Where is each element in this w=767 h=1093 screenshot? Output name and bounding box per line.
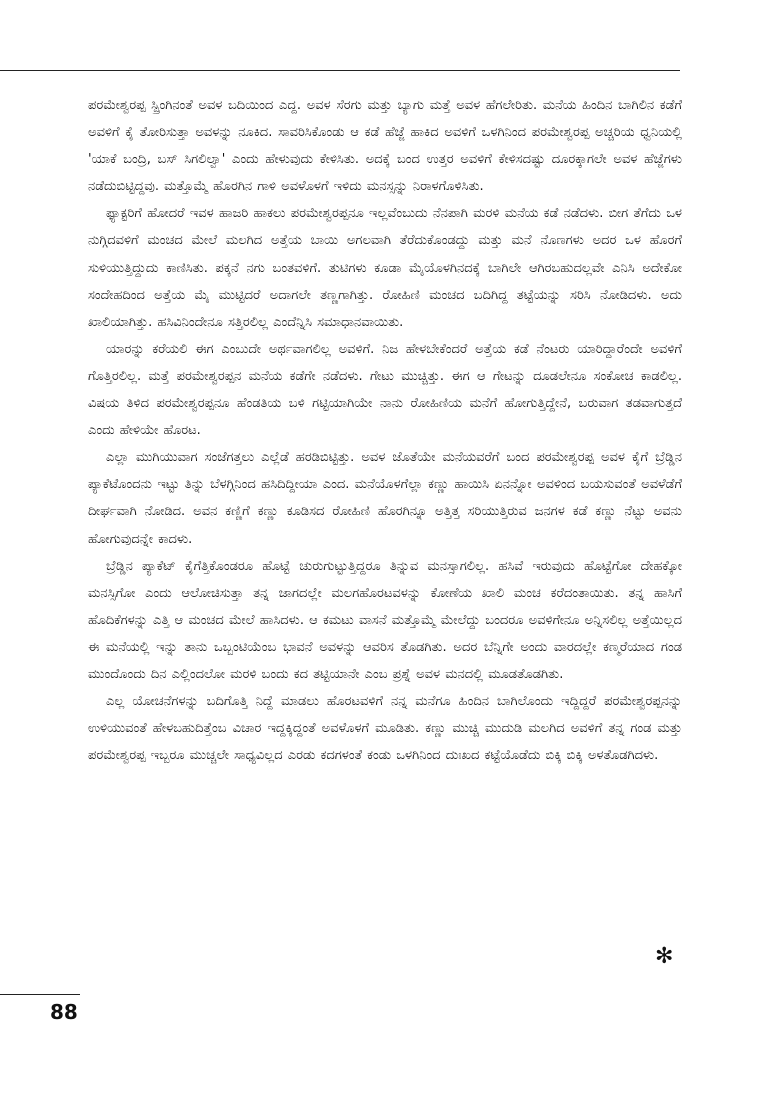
top-rule	[0, 70, 680, 71]
paragraph-1: ಪರಮೇಶ್ವರಪ್ಪ ಸ್ಪ್ರಿಂಗಿನಂತೆ ಅವಳ ಬದಿಯಿಂದ ಎದ್ದ. ಅವಳ ಸೆರಗು ಮತ್ತು ಬ್ಯಾಗು ಮತ್ತೆ ಅವಳ ಹೆಗಲೇರಿತು. ಮನೆಯ ಹಿಂದಿನ ಬಾಗಿಲಿನ ಕಡೆಗೆ ಅವಳಿಗೆ ಕೈ ತೋರಿಸುತ್ತಾ ಅವಳನ್ನು ನೂಕಿದ. ಸಾವರಿಸಿಕೊಂಡು ಆ ಕಡೆ ಹೆಜ್ಜೆ ಹಾಕಿದ ಅವಳಿಗೆ ಒಳಗಿನಿಂದ ಪರಮೇಶ್ವರಪ್ಪ ಅಚ್ಚರಿಯ ಧ್ವನಿಯಲ್ಲಿ 'ಯಾಕೆ ಬಂದ್ರಿ, ಬಸ್ ಸಿಗಲಿಲ್ವಾ' ಎಂದು ಹೇಳುವುದು ಕೇಳಿಸಿತು. ಅದಕ್ಕೆ ಬಂದ ಉತ್ತರ ಅವಳಿಗೆ ಕೇಳಿಸದಷ್ಟು ದೂರಕ್ಕಾಗಲೇ ಅವಳ ಹೆಜ್ಜೆಗಳು ನಡೆದುಬಿಟ್ಟಿದ್ದವು. ಮತ್ತೊಮ್ಮೆ ಹೊರಗಿನ ಗಾಳಿ ಅವಳೊಳಗೆ ಇಳಿದು ಮನಸ್ಸನ್ನು ನಿರಾಳಗೊಳಿಸಿತು.	[88, 98, 682, 195]
paragraph-5: ಬ್ರೆಡ್ಡಿನ ಪ್ಯಾಕೆಟ್ ಕೈಗೆತ್ತಿಕೊಂಡರೂ ಹೊಟ್ಟೆ ಚುರುಗುಟ್ಟುತ್ತಿದ್ದರೂ ತಿನ್ನುವ ಮನಸ್ಸಾಗಲಿಲ್ಲ. ಹಸಿವೆ ಇರುವುದು ಹೊಟ್ಟೆಗೋ ದೇಹಕ್ಕೋ ಮನಸ್ಸಿಗೋ ಎಂದು ಆಲೋಚಿಸುತ್ತಾ ತನ್ನ ಜಾಗದಲ್ಲೇ ಮಲಗಹೊರಟವಳನ್ನು ಕೋಣೆಯ ಖಾಲಿ ಮಂಚ ಕರೆದಂತಾಯಿತು. ತನ್ನ ಹಾಸಿಗೆ ಹೊದಿಕೆಗಳನ್ನು ಎತ್ತಿ ಆ ಮಂಚದ ಮೇಲೆ ಹಾಸಿದಳು. ಆ ಕಮಟು ವಾಸನೆ ಮತ್ತೊಮ್ಮೆ ಮೇಲೆದ್ದು ಬಂದರೂ ಅವಳಿಗೇನೂ ಅನ್ನಿಸಲಿಲ್ಲ ಅತ್ತೆಯಿಲ್ಲದ ಈ ಮನೆಯಲ್ಲಿ ಇನ್ನು ತಾನು ಒಬ್ಬಂಟಿಯೆಂಬ ಭಾವನೆ ಅವಳನ್ನು ಆವರಿಸ ತೊಡಗಿತು. ಅದರ ಬೆನ್ನಿಗೇ ಅಂದು ವಾರದಲ್ಲೇ ಕಣ್ಮರೆಯಾದ ಗಂಡ ಮುಂದೊಂದು ದಿನ ಎಲ್ಲಿಂದಲೋ ಮರಳಿ ಬಂದು ಕದ ತಟ್ಟಿಯಾನೇ ಎಂಬ ಪ್ರಶ್ನೆ ಅವಳ ಮನದಲ್ಲಿ ಮೂಡತೊಡಗಿತು.	[88, 558, 682, 682]
page-number: 88	[50, 1000, 78, 1024]
paragraph-4: ಎಲ್ಲಾ ಮುಗಿಯುವಾಗ ಸಂಜೆಗತ್ತಲು ಎಲ್ಲೆಡೆ ಹರಡಿಬಿಟ್ಟಿತ್ತು. ಅವಳ ಜೊತೆಯೇ ಮನೆಯವರೆಗೆ ಬಂದ ಪರಮೇಶ್ವರಪ್ಪ ಅವಳ ಕೈಗೆ ಬ್ರೆಡ್ಡಿನ ಪ್ಯಾಕೆಟೊಂದನು ಇಟ್ಟು ತಿನ್ನು ಬೆಳಗ್ಗಿನಿಂದ ಹಸಿದಿದ್ದೀಯಾ ಎಂದ. ಮನೆಯೊಳಗೆಲ್ಲಾ ಕಣ್ಣು ಹಾಯಿಸಿ ಏನನ್ನೋ ಅವಳಿಂದ ಬಯಸುವಂತೆ ಅವಳೆಡೆಗೆ ದೀರ್ಘವಾಗಿ ನೋಡಿದ. ಅವನ ಕಣ್ಣಿಗೆ ಕಣ್ಣು ಕೂಡಿಸದ ರೋಹಿಣಿ ಹೊರಗಿನ್ನೂ ಅತ್ತಿತ್ತ ಸರಿಯುತ್ತಿರುವ ಜನಗಳ ಕಡೆ ಕಣ್ಣು ನೆಟ್ಟು ಅವನು ಹೋಗುವುದನ್ನೇ ಕಾದಳು.	[88, 450, 682, 547]
paragraph-3: ಯಾರನ್ನು ಕರೆಯಲಿ ಈಗ ಎಂಬುದೇ ಅರ್ಥವಾಗಲಿಲ್ಲ ಅವಳಿಗೆ. ನಿಜ ಹೇಳಬೇಕೆಂದರೆ ಅತ್ತೆಯ ಕಡೆ ನೆಂಟರು ಯಾರಿದ್ದಾರೆಂದೇ ಅವಳಿಗೆ ಗೊತ್ತಿರಲಿಲ್ಲ. ಮತ್ತೆ ಪರಮೇಶ್ವರಪ್ಪನ ಮನೆಯ ಕಡೆಗೇ ನಡೆದಳು. ಗೇಟು ಮುಚ್ಚಿತ್ತು. ಈಗ ಆ ಗೇಟನ್ನು ದೂಡಲೇನೂ ಸಂಕೋಚ ಕಾಡಲಿಲ್ಲ. ವಿಷಯ ತಿಳಿದ ಪರಮೇಶ್ವರಪ್ಪನೂ ಹೆಂಡತಿಯ ಬಳಿ ಗಟ್ಟಿಯಾಗಿಯೇ ನಾನು ರೋಹಿಣಿಯ ಮನೆಗೆ ಹೋಗುತ್ತಿದ್ದೇನೆ, ಬರುವಾಗ ತಡವಾಗುತ್ತದೆ ಎಂದು ಹೇಳಿಯೇ ಹೊರಟ.	[88, 341, 682, 439]
story-text	[88, 92, 682, 769]
paragraph-2: ಫ್ಯಾಕ್ಟರಿಗೆ ಹೋದರೆ ಇವಳ ಹಾಜರಿ ಹಾಕಲು ಪರಮೇಶ್ವರಪ್ಪನೂ ಇಲ್ಲವೆಂಬುದು ನೆನಪಾಗಿ ಮರಳಿ ಮನೆಯ ಕಡೆ ನಡೆದಳು. ಬೀಗ ತೆಗೆದು ಒಳ ನುಗ್ಗಿದವಳಿಗೆ ಮಂಚದ ಮೇಲೆ ಮಲಗಿದ ಅತ್ತೆಯ ಬಾಯಿ ಅಗಲವಾಗಿ ತೆರೆದುಕೊಂಡದ್ದು ಮತ್ತು ಮನೆ ನೊಣಗಳು ಅದರ ಒಳ ಹೊರಗೆ ಸುಳಿಯುತ್ತಿದ್ದುದು ಕಾಣಿಸಿತು. ಪಕ್ಕನೆ ನಗು ಬಂತವಳಿಗೆ. ತುಟಿಗಳು ಕೂಡಾ ಮೈಯೊಳಗಿನದಕ್ಕೆ ಬಾಗಿಲೇ ಆಗಿರಬಹುದಲ್ಲವೇ ಎನಿಸಿ ಅದೇಕೋ ಸಂದೇಹದಿಂದ ಅತ್ತೆಯ ಮೈ ಮುಟ್ಟಿದರೆ ಅದಾಗಲೇ ತಣ್ಣಗಾಗಿತ್ತು. ರೋಹಿಣಿ ಮಂಚದ ಬದಿಗಿದ್ದ ತಟ್ಟೆಯನ್ನು ಸರಿಸಿ ನೋಡಿದಳು. ಅದು ಖಾಲಿಯಾಗಿತ್ತು. ಹಸಿವಿನಿಂದೇನೂ ಸತ್ತಿರಲಿಲ್ಲ ಎಂದೆನ್ನಿಸಿ ಸಮಾಧಾನವಾಯಿತು.	[88, 206, 682, 330]
bottom-rule	[0, 994, 80, 995]
paragraph-6: ಎಲ್ಲ ಯೋಚನೆಗಳನ್ನು ಬದಿಗೊತ್ತಿ ನಿದ್ದೆ ಮಾಡಲು ಹೊರಟವಳಿಗೆ ನನ್ನ ಮನೆಗೂ ಹಿಂದಿನ ಬಾಗಿಲೊಂದು ಇದ್ದಿದ್ದರೆ ಪರಮೇಶ್ವರಪ್ಪನನ್ನು ಉಳಿಯುವಂತೆ ಹೇಳಬಹುದಿತ್ತೆಂಬ ವಿಚಾರ ಇದ್ದಕ್ಕಿದ್ದಂತೆ ಅವಳೊಳಗೆ ಮೂಡಿತು. ಕಣ್ಣು ಮುಚ್ಚಿ ಮುದುಡಿ ಮಲಗಿದ ಅವಳಿಗೆ ತನ್ನ ಗಂಡ ಮತ್ತು ಪರಮೇಶ್ವರಪ್ಪ ಇಬ್ಬರೂ ಮುಚ್ಚಲೇ ಸಾಧ್ಯವಿಲ್ಲದ ಎರಡು ಕದಗಳಂತೆ ಕಂಡು ಒಳಗಿನಿಂದ ದುಃಖದ ಕಟ್ಟೆಯೊಡೆದು ಬಿಕ್ಕಿ ಬಿಕ್ಕಿ ಅಳತೊಡಗಿದಳು.	[88, 694, 682, 764]
section-end-asterisk-icon: ✻	[655, 944, 674, 969]
